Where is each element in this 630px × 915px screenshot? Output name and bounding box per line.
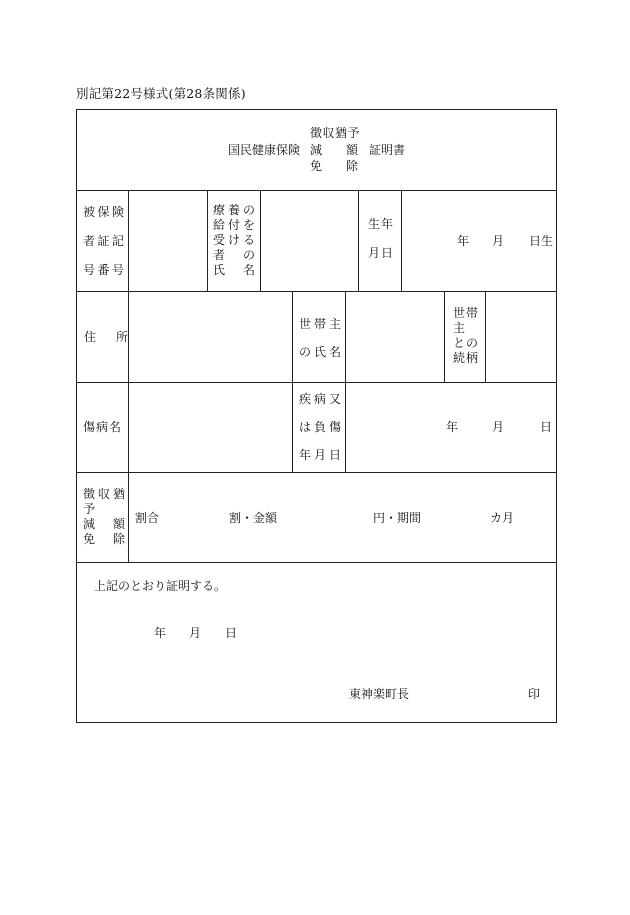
seal-mark: 印 bbox=[528, 687, 541, 701]
yen-period-label: 円・期間 bbox=[373, 511, 422, 525]
col-divider bbox=[401, 190, 402, 291]
col-divider bbox=[358, 190, 359, 291]
householder-name-label: 世帯主 の氏名 bbox=[299, 317, 345, 359]
wari-amount-label: 割・金額 bbox=[229, 511, 278, 525]
title-exemption-right: 除 bbox=[346, 159, 359, 173]
col-divider bbox=[207, 190, 208, 291]
issuer-title: 東神楽町長 bbox=[349, 687, 410, 701]
birth-day-unit: 日生 bbox=[529, 234, 554, 248]
birth-year-unit: 年 bbox=[457, 234, 470, 248]
cert-year-unit: 年 bbox=[154, 626, 167, 640]
birth-date-label: 生年 月日 bbox=[368, 217, 395, 260]
relationship-label: 世帯 主 との 続柄 bbox=[453, 306, 480, 365]
onset-year-unit: 年 bbox=[446, 420, 459, 434]
form-label: 別記第22号様式(第28条関係) bbox=[76, 86, 246, 101]
title-reduction-right: 額 bbox=[346, 143, 359, 157]
onset-day-unit: 日 bbox=[540, 420, 553, 434]
col-divider bbox=[345, 291, 346, 382]
ratio-label: 割合 bbox=[135, 511, 160, 525]
title-exemption-left: 免 bbox=[310, 159, 323, 173]
row-divider-4 bbox=[76, 472, 557, 473]
title-collection-deferral: 徴収猶予 bbox=[310, 126, 361, 140]
illness-name-label: 傷病名 bbox=[83, 420, 123, 434]
recipient-name-label: 療養の 給付を 受ける 者 の 氏 名 bbox=[213, 203, 259, 277]
col-divider bbox=[292, 291, 293, 382]
col-divider bbox=[345, 382, 346, 472]
col-divider bbox=[128, 190, 129, 291]
col-divider bbox=[292, 382, 293, 472]
birth-month-unit: 月 bbox=[492, 234, 505, 248]
row-divider-1 bbox=[76, 190, 557, 191]
row-divider-5 bbox=[76, 562, 557, 563]
onset-month-unit: 月 bbox=[492, 420, 505, 434]
title-reduction-left: 減 bbox=[310, 143, 323, 157]
cert-month-unit: 月 bbox=[189, 626, 202, 640]
col-divider bbox=[128, 472, 129, 562]
months-label: カ月 bbox=[490, 511, 515, 525]
relief-type-label: 徴収猶 予 減 額 免 除 bbox=[83, 487, 129, 546]
insured-card-number-label: 被保険 者証記 号番号 bbox=[83, 205, 127, 277]
col-divider bbox=[260, 190, 261, 291]
col-divider bbox=[485, 291, 486, 382]
col-divider bbox=[444, 291, 445, 382]
title-prefix: 国民健康保険 bbox=[228, 143, 301, 157]
col-divider bbox=[128, 382, 129, 472]
address-label: 住 所 bbox=[84, 330, 133, 344]
onset-date-label: 疾病又 は負傷 年月日 bbox=[299, 392, 345, 462]
title-suffix: 証明書 bbox=[369, 143, 406, 157]
cert-day-unit: 日 bbox=[225, 626, 238, 640]
certification-statement: 上記のとおり証明する。 bbox=[94, 579, 227, 593]
row-divider-3 bbox=[76, 382, 557, 383]
